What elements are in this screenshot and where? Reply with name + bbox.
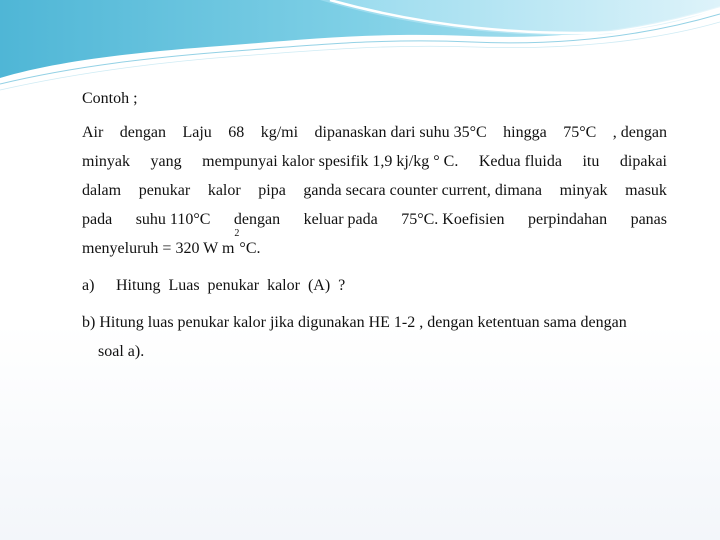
heading-contoh: Contoh ; xyxy=(82,90,138,107)
header-wave-decoration xyxy=(0,0,720,95)
problem-text: menyeluruh = 320 W m xyxy=(82,240,235,257)
problem-word: kalor xyxy=(207,182,241,199)
problem-word: keluar pada xyxy=(303,211,378,228)
problem-word: 75°C. Koefisien xyxy=(401,211,505,228)
problem-word: 75°C xyxy=(563,124,597,141)
problem-line xyxy=(82,118,667,147)
problem-word: Laju xyxy=(182,124,212,141)
problem-word: kg/mi xyxy=(260,124,299,141)
problem-word: yang xyxy=(150,153,182,170)
problem-word: pipa xyxy=(258,182,286,199)
problem-word: , dengan xyxy=(612,124,667,141)
problem-word: masuk xyxy=(625,182,667,199)
problem-text: °C. xyxy=(239,240,261,257)
question-a-text: Hitung Luas penukar kalor (A) ? xyxy=(116,277,346,294)
problem-word: panas xyxy=(630,211,667,228)
paragraph-gap xyxy=(82,263,667,271)
question-a xyxy=(82,271,667,300)
problem-word: dipakai xyxy=(619,153,667,170)
problem-line xyxy=(82,147,667,176)
problem-word: Kedua fluida xyxy=(478,153,562,170)
problem-word: suhu 110°C xyxy=(135,211,211,228)
problem-word: ganda secara counter current, dimana xyxy=(303,182,542,199)
problem-statement xyxy=(82,118,667,263)
problem-word: dalam xyxy=(82,182,122,199)
question-b-line: soal a). xyxy=(98,343,145,360)
problem-word: dengan xyxy=(119,124,166,141)
problem-word: pada xyxy=(82,211,113,228)
problem-word: dengan xyxy=(233,211,281,228)
problem-word: 68 xyxy=(228,124,245,141)
problem-line xyxy=(82,176,667,205)
problem-word: dipanaskan dari suhu 35°C xyxy=(314,124,487,141)
problem-word: Air xyxy=(82,124,104,141)
slide-content xyxy=(82,84,667,366)
problem-word: minyak xyxy=(559,182,608,199)
question-a-label: a) xyxy=(82,277,95,294)
exponent: 2 xyxy=(234,228,240,239)
problem-word: hingga xyxy=(503,124,547,141)
problem-word: mempunyai kalor spesifik 1,9 kj/kg ° C. xyxy=(202,153,459,170)
question-b-line: b) Hitung luas penukar kalor jika digunakan HE 1-2 , dengan ketentuan sama dengan xyxy=(82,314,627,331)
problem-word: perpindahan xyxy=(528,211,608,228)
problem-word: penukar xyxy=(138,182,191,199)
problem-line-last xyxy=(82,228,667,263)
problem-line xyxy=(82,205,667,234)
problem-word: itu xyxy=(582,153,600,170)
problem-word: minyak xyxy=(82,153,130,170)
question-b xyxy=(82,308,667,366)
paragraph-gap xyxy=(82,300,667,308)
